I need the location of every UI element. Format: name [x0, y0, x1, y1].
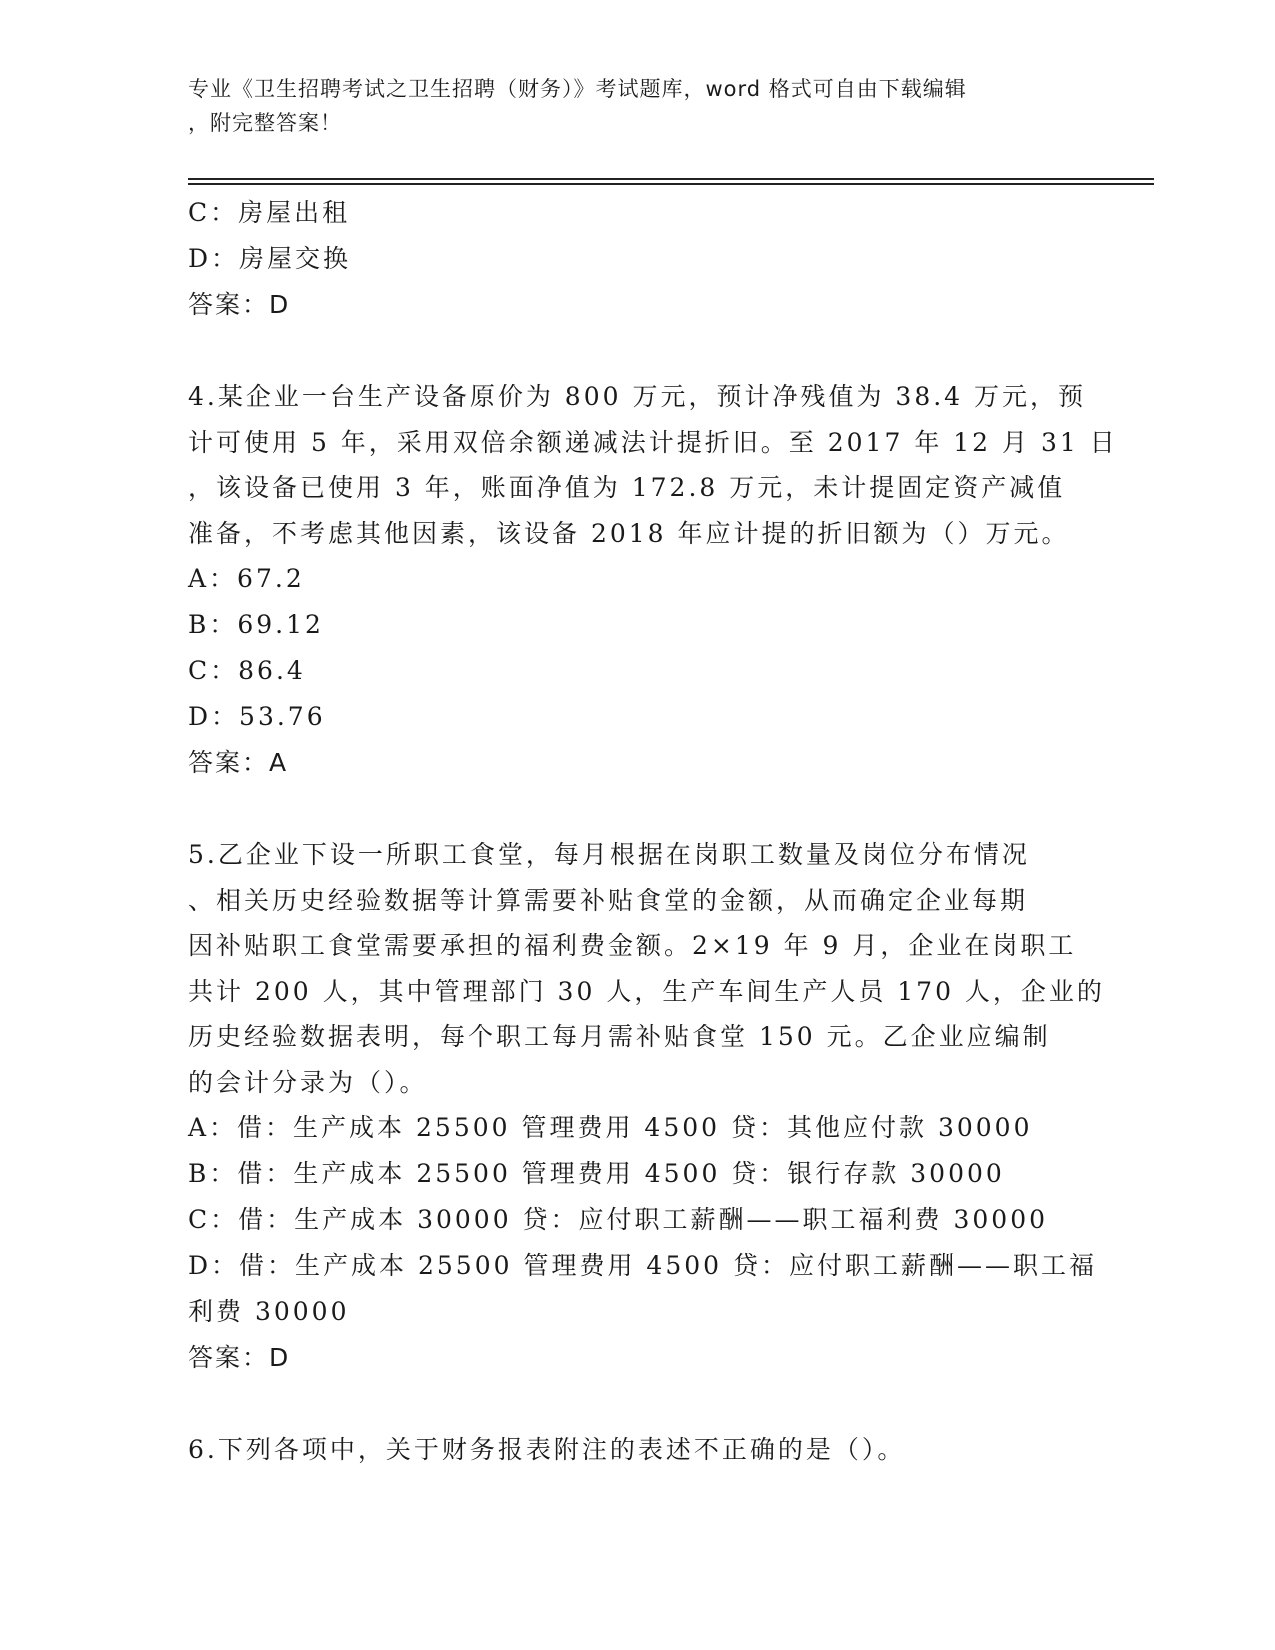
answer: 答案：D	[188, 1343, 291, 1372]
document-header	[188, 72, 1088, 140]
spacer	[188, 328, 1088, 374]
header-rule-top	[188, 178, 1154, 180]
question-6	[188, 1427, 1088, 1473]
question-line: 共计 200 人，其中管理部门 30 人，生产车间生产人员 170 人，企业的	[188, 976, 1105, 1006]
question-5	[188, 832, 1105, 1381]
option-d: D：房屋交换	[188, 244, 352, 273]
option-d: D：借：生产成本 25500 管理费用 4500 贷：应付职工薪酬——职工福	[188, 1251, 1097, 1280]
question-line: 历史经验数据表明，每个职工每月需补贴食堂 150 元。乙企业应编制	[188, 1022, 1051, 1051]
option-c: C：86.4	[188, 656, 306, 685]
answer: 答案：D	[188, 290, 291, 319]
question-line: 因补贴职工食堂需要承担的福利费金额。2×19 年 9 月，企业在岗职工	[188, 931, 1077, 960]
question-text	[188, 1427, 1088, 1473]
spacer	[188, 1381, 1088, 1427]
question-4	[188, 374, 1118, 786]
header-rule-bottom	[188, 183, 1154, 185]
question-line: 4.某企业一台生产设备原价为 800 万元，预计净残值为 38.4 万元，预	[188, 382, 1087, 411]
option-d: D：53.76	[188, 702, 326, 731]
question-text	[188, 832, 1105, 1105]
document-body	[188, 190, 1118, 1473]
header-line-2: ，附完整答案！	[188, 111, 342, 135]
question-text	[188, 374, 1118, 556]
option-a: A：借：生产成本 25500 管理费用 4500 贷：其他应付款 30000	[188, 1113, 1033, 1142]
spacer	[188, 786, 1088, 832]
question-line: 5.乙企业下设一所职工食堂，每月根据在岗职工数量及岗位分布情况	[188, 840, 1030, 869]
option-c: C：房屋出租	[188, 198, 351, 227]
question-line: ，该设备已使用 3 年，账面净值为 172.8 万元，未计提固定资产减值	[188, 473, 1066, 502]
option-c: C：借：生产成本 30000 贷：应付职工薪酬——职工福利费 30000	[188, 1205, 1049, 1234]
header-line-1: 专业《卫生招聘考试之卫生招聘（财务）》考试题库，word 格式可自由下载编辑	[188, 77, 967, 101]
question-line: 计可使用 5 年，采用双倍余额递减法计提折旧。至 2017 年 12 月 31 日	[188, 427, 1118, 457]
answer: 答案：A	[188, 748, 289, 777]
question-line: 6.下列各项中，关于财务报表附注的表述不正确的是（）。	[188, 1435, 906, 1464]
option-b: B：69.12	[188, 610, 324, 639]
question-line: 、相关历史经验数据等计算需要补贴食堂的金额，从而确定企业每期	[188, 885, 1029, 915]
previous-question-tail	[188, 190, 1088, 328]
question-line: 准备，不考虑其他因素，该设备 2018 年应计提的折旧额为（）万元。	[188, 518, 1070, 548]
option-d-continued: 利费 30000	[188, 1297, 350, 1326]
option-b: B：借：生产成本 25500 管理费用 4500 贷：银行存款 30000	[188, 1159, 1005, 1188]
question-line: 的会计分录为（）。	[188, 1067, 428, 1097]
option-a: A：67.2	[188, 564, 305, 593]
